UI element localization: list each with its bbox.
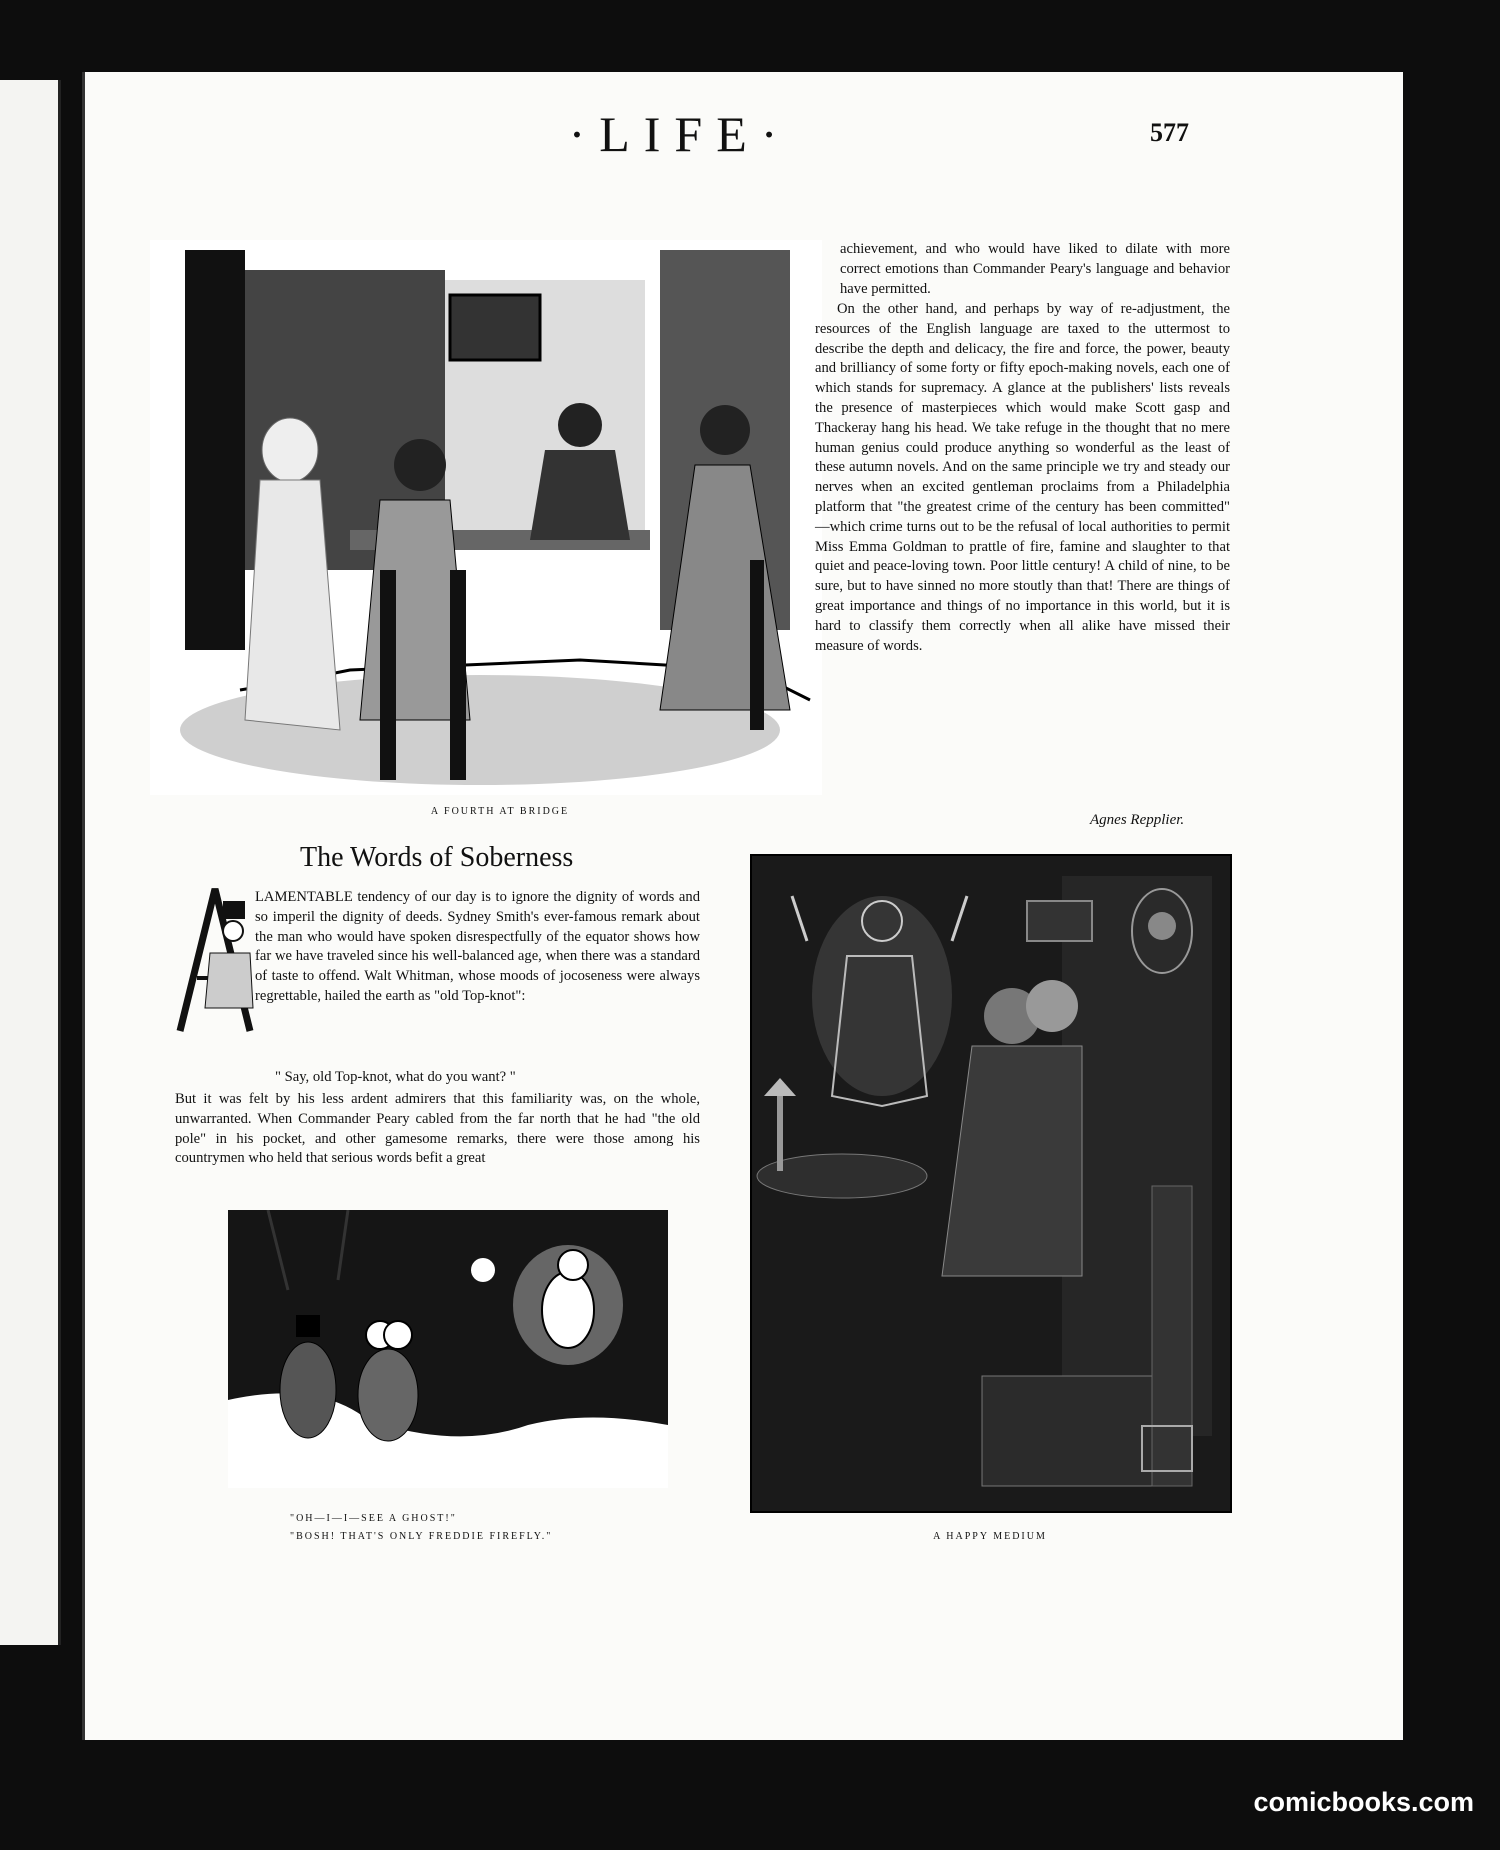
illustration-freddie-firefly (228, 1210, 668, 1488)
caption-happy-medium: A HAPPY MEDIUM (933, 1531, 1047, 1542)
quote-line: " Say, old Top-knot, what do you want? " (275, 1069, 516, 1085)
caption-firefly-line-2: "BOSH! THAT'S ONLY FREDDIE FIREFLY." (290, 1531, 553, 1542)
paragraph: But it was felt by his less ardent admirers that this familiarity was, on the whole, unwarranted. When Commander Peary cabled from the far north that he had "the old pole" in his pocket, and other gamesome remarks, there were those among his countrymen who held that serious words befit a great (175, 1091, 700, 1167)
right-column-text-main (815, 300, 1230, 656)
right-column-text-top (840, 240, 1230, 299)
caption-firefly-line-1: "OH—I—I—SEE A GHOST!" (290, 1513, 457, 1524)
article-quote (275, 1068, 695, 1088)
drop-cap-illustration (175, 883, 255, 1035)
article-text-intro (255, 888, 700, 1007)
illustration-fourth-at-bridge (150, 240, 822, 795)
illustration-happy-medium (750, 854, 1232, 1513)
page-number: 577 (1150, 118, 1189, 147)
previous-page-edge (0, 80, 61, 1645)
paragraph: LAMENTABLE tendency of our day is to ignore the dignity of words and so imperil the dignity of deeds. Sydney Smith's ever-famous remark about the man who would have spoken disrespectfully of the equator shows how far we have traveled since his well-balanced age, when there was a standard of taste to offend. Walt Whitman, whose moods of jocoseness were always regrettable, hailed the earth as "old Top-knot": (255, 889, 700, 1004)
caption-fourth-at-bridge: A FOURTH AT BRIDGE (430, 806, 570, 817)
byline: Agnes Repplier. (1090, 812, 1185, 828)
article-text-body (175, 1090, 700, 1169)
masthead-title: ·LIFE· (568, 106, 792, 162)
article-heading: The Words of Soberness (300, 842, 574, 873)
paragraph: achievement, and who would have liked to dilate with more correct emotions than Commander Peary's language and behavior have permitted. (840, 241, 1230, 297)
paragraph: On the other hand, and perhaps by way of re-adjustment, the resources of the English language are taxed to the uttermost to describe the depth and delicacy, the fire and force, the power, beauty and brilliancy of some forty or fifty epoch-making novels, each one of which stands for supremacy. A glance at the publishers' lists reveals the presence of masterpieces which would make Scott gasp and Thackeray hang his head. We take refuge in the thought that no mere human genius could produce anything so wonderful as the least of these autumn novels. And on the same principle we try and steady our nerves when an excited gentleman proclaims from a Philadelphia platform that "the greatest crime of the century has been committed" —which crime turns out to be the refusal of local authorities to permit Miss Emma Goldman to prattle of fire, famine and slaughter to that quiet and peace-loving town. Poor little century! A child of nine, to be sure, but to have sinned no more stoutly than that! There are things of great importance and things of no importance in this world, but it is hard to classify them correctly when all alike have missed their measure of words. (815, 301, 1230, 654)
watermark: comicbooks.com (1253, 1787, 1474, 1817)
